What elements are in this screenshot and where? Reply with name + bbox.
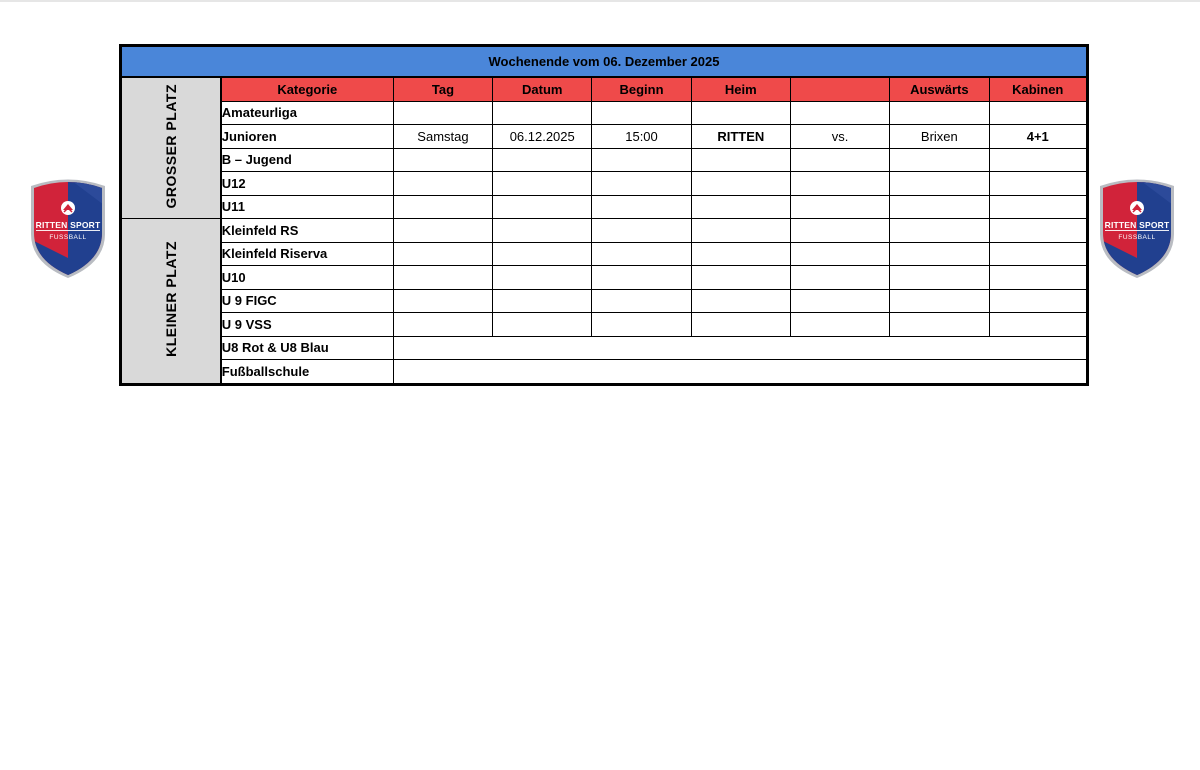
row-heim	[691, 101, 790, 125]
table-row	[121, 101, 1088, 125]
logo-sub: FUSSBALL	[49, 234, 87, 241]
table-row	[121, 266, 1088, 290]
row-heim: RITTEN	[691, 125, 790, 149]
table-row	[121, 313, 1088, 337]
logo-sub: FUSSBALL	[1118, 234, 1156, 241]
row-auswaerts	[890, 289, 989, 313]
row-kategorie: U10	[221, 266, 394, 290]
row-vs	[790, 242, 889, 266]
row-vs	[790, 148, 889, 172]
header-beginn: Beginn	[592, 77, 691, 101]
table-row	[121, 219, 1088, 243]
row-beginn	[592, 219, 691, 243]
table-row	[121, 125, 1088, 149]
row-auswaerts	[890, 148, 989, 172]
row-kabinen	[989, 148, 1088, 172]
club-logo-left	[28, 178, 108, 278]
row-vs	[790, 172, 889, 196]
row-beginn	[592, 313, 691, 337]
row-kabinen: 4+1	[989, 125, 1088, 149]
row-beginn: 15:00	[592, 125, 691, 149]
row-tag	[393, 195, 492, 219]
row-datum	[493, 242, 592, 266]
row-kabinen	[989, 219, 1088, 243]
row-auswaerts	[890, 101, 989, 125]
header-kategorie: Kategorie	[221, 77, 394, 101]
row-vs	[790, 195, 889, 219]
row-kabinen	[989, 313, 1088, 337]
row-beginn	[592, 172, 691, 196]
row-kabinen	[989, 195, 1088, 219]
row-beginn	[592, 289, 691, 313]
table-row	[121, 336, 1088, 360]
table-title: Wochenende vom 06. Dezember 2025	[121, 46, 1088, 78]
row-tag	[393, 219, 492, 243]
row-auswaerts	[890, 195, 989, 219]
row-kategorie: U12	[221, 172, 394, 196]
row-tag	[393, 266, 492, 290]
row-beginn	[592, 101, 691, 125]
header-kabinen: Kabinen	[989, 77, 1088, 101]
row-vs	[790, 101, 889, 125]
row-auswaerts	[890, 219, 989, 243]
row-auswaerts	[890, 266, 989, 290]
row-datum	[493, 101, 592, 125]
row-beginn	[592, 266, 691, 290]
row-kategorie: U 9 VSS	[221, 313, 394, 337]
row-heim	[691, 172, 790, 196]
group-label-grosser-platz: GROSSER PLATZ	[162, 84, 179, 209]
row-kategorie: B – Jugend	[221, 148, 394, 172]
row-vs	[790, 313, 889, 337]
row-heim	[691, 242, 790, 266]
row-kabinen	[989, 289, 1088, 313]
row-kategorie: Kleinfeld RS	[221, 219, 394, 243]
row-tag	[393, 242, 492, 266]
row-datum	[493, 313, 592, 337]
header-datum: Datum	[493, 77, 592, 101]
row-datum: 06.12.2025	[493, 125, 592, 149]
row-datum	[493, 219, 592, 243]
header-tag: Tag	[393, 77, 492, 101]
table-row	[121, 148, 1088, 172]
row-kategorie: U8 Rot & U8 Blau	[221, 336, 394, 360]
row-datum	[493, 148, 592, 172]
row-kategorie: U 9 FIGC	[221, 289, 394, 313]
row-kabinen	[989, 101, 1088, 125]
row-auswaerts	[890, 313, 989, 337]
row-kategorie: Junioren	[221, 125, 394, 149]
row-datum	[493, 195, 592, 219]
group-cell-grosser-platz	[121, 77, 221, 219]
group-cell-kleiner-platz	[121, 219, 221, 385]
table-row	[121, 289, 1088, 313]
row-tag	[393, 172, 492, 196]
header-vs	[790, 77, 889, 101]
row-tag	[393, 148, 492, 172]
row-beginn	[592, 148, 691, 172]
page-top-edge	[0, 0, 1200, 2]
row-kabinen	[989, 172, 1088, 196]
row-vs: vs.	[790, 125, 889, 149]
row-kabinen	[989, 266, 1088, 290]
row-tag: Samstag	[393, 125, 492, 149]
logo-name: RITTEN SPORT	[35, 220, 101, 230]
row-merged-cell	[393, 336, 1087, 360]
header-row	[121, 77, 1088, 101]
logo-name: RITTEN SPORT	[1104, 220, 1170, 230]
row-kabinen	[989, 242, 1088, 266]
row-kategorie: Fußballschule	[221, 360, 394, 385]
row-kategorie: U11	[221, 195, 394, 219]
row-heim	[691, 148, 790, 172]
row-auswaerts	[890, 172, 989, 196]
title-row	[121, 46, 1088, 78]
club-logo-right	[1097, 178, 1177, 278]
table-row	[121, 360, 1088, 385]
row-vs	[790, 289, 889, 313]
row-datum	[493, 172, 592, 196]
row-tag	[393, 313, 492, 337]
row-heim	[691, 313, 790, 337]
row-heim	[691, 266, 790, 290]
row-auswaerts: Brixen	[890, 125, 989, 149]
schedule-table	[119, 44, 1089, 386]
row-merged-cell	[393, 360, 1087, 385]
row-vs	[790, 219, 889, 243]
header-auswaerts: Auswärts	[890, 77, 989, 101]
row-heim	[691, 195, 790, 219]
header-heim: Heim	[691, 77, 790, 101]
row-datum	[493, 289, 592, 313]
row-auswaerts	[890, 242, 989, 266]
row-beginn	[592, 195, 691, 219]
row-kategorie: Amateurliga	[221, 101, 394, 125]
row-tag	[393, 101, 492, 125]
row-tag	[393, 289, 492, 313]
group-label-kleiner-platz: KLEINER PLATZ	[162, 241, 179, 358]
row-beginn	[592, 242, 691, 266]
row-kategorie: Kleinfeld Riserva	[221, 242, 394, 266]
row-datum	[493, 266, 592, 290]
table-row	[121, 195, 1088, 219]
table-row	[121, 172, 1088, 196]
table-row	[121, 242, 1088, 266]
row-heim	[691, 219, 790, 243]
row-vs	[790, 266, 889, 290]
row-heim	[691, 289, 790, 313]
